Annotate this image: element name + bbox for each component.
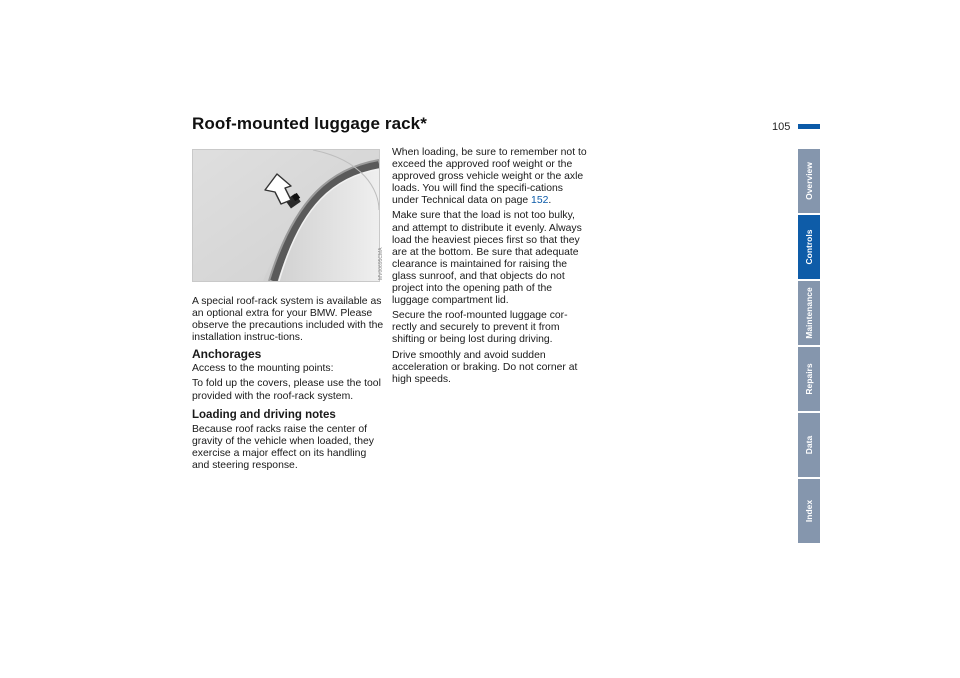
section-tabs	[798, 149, 820, 545]
loading-paragraph-5: Drive smoothly and avoid sudden acceleration or braking. Do not corner at high speeds.	[392, 349, 578, 385]
anchorages-heading: Anchorages	[192, 347, 262, 362]
tab-repairs-label: Repairs	[804, 363, 814, 395]
loading-heading: Loading and driving notes	[192, 408, 336, 421]
loading-paragraph-2-text: When loading, be sure to remember not to exceed the approved roof weight or the approved gross vehicle weight or the axle loads. You will find the specifi-cations under Technical data on page	[392, 147, 587, 207]
tab-index[interactable]	[798, 479, 820, 543]
tab-index-label: Index	[804, 499, 814, 523]
figure-code	[378, 220, 388, 280]
page-link-152[interactable]: 152	[531, 195, 549, 207]
figure-code-text: MV00695CMA	[378, 247, 384, 280]
tab-repairs[interactable]	[798, 347, 820, 411]
loading-paragraph-3: Make sure that the load is not too bulky, and attempt to distribute it evenly. Always load the heaviest pieces first so that they are at the bottom. Be sure that adequate clearance is maintained for raising the glass sunroof, and that objects do not project into the opening path of the luggage compartment lid.	[392, 210, 582, 307]
page-number: 105	[772, 121, 791, 133]
tab-overview-label: Overview	[804, 162, 814, 200]
tab-controls-label: Controls	[804, 229, 814, 265]
loading-paragraph-2-end: .	[548, 195, 552, 207]
tab-maintenance-label: Maintenance	[804, 287, 814, 339]
roof-illustration-svg	[193, 150, 379, 281]
loading-paragraph-2	[392, 147, 588, 207]
anchorages-paragraph-2: To fold up the covers, please use the tool provided with the roof-rack system.	[192, 378, 381, 402]
page-title: Roof-mounted luggage rack*	[192, 114, 427, 133]
intro-paragraph: A special roof-rack system is available as an optional extra for your BMW. Please observe the precautions included with the installation instruc-tions.	[192, 296, 384, 344]
anchorages-paragraph-1: Access to the mounting points:	[192, 363, 334, 375]
tab-data-label: Data	[804, 435, 814, 455]
left-column	[192, 296, 384, 475]
loading-paragraph-1: Because roof racks raise the center of gravity of the vehicle when loaded, they exercise a major effect on its handling and steering response.	[192, 423, 374, 471]
tab-data[interactable]	[798, 413, 820, 477]
tab-overview[interactable]	[798, 149, 820, 213]
loading-paragraph-4: Secure the roof-mounted luggage cor-rectly and securely to prevent it from shifting or being lost during driving.	[392, 310, 568, 346]
page-number-bar	[798, 124, 820, 129]
right-column	[392, 147, 588, 389]
tab-controls[interactable]	[798, 215, 820, 279]
roof-rack-illustration	[192, 149, 380, 282]
tab-maintenance[interactable]	[798, 281, 820, 345]
